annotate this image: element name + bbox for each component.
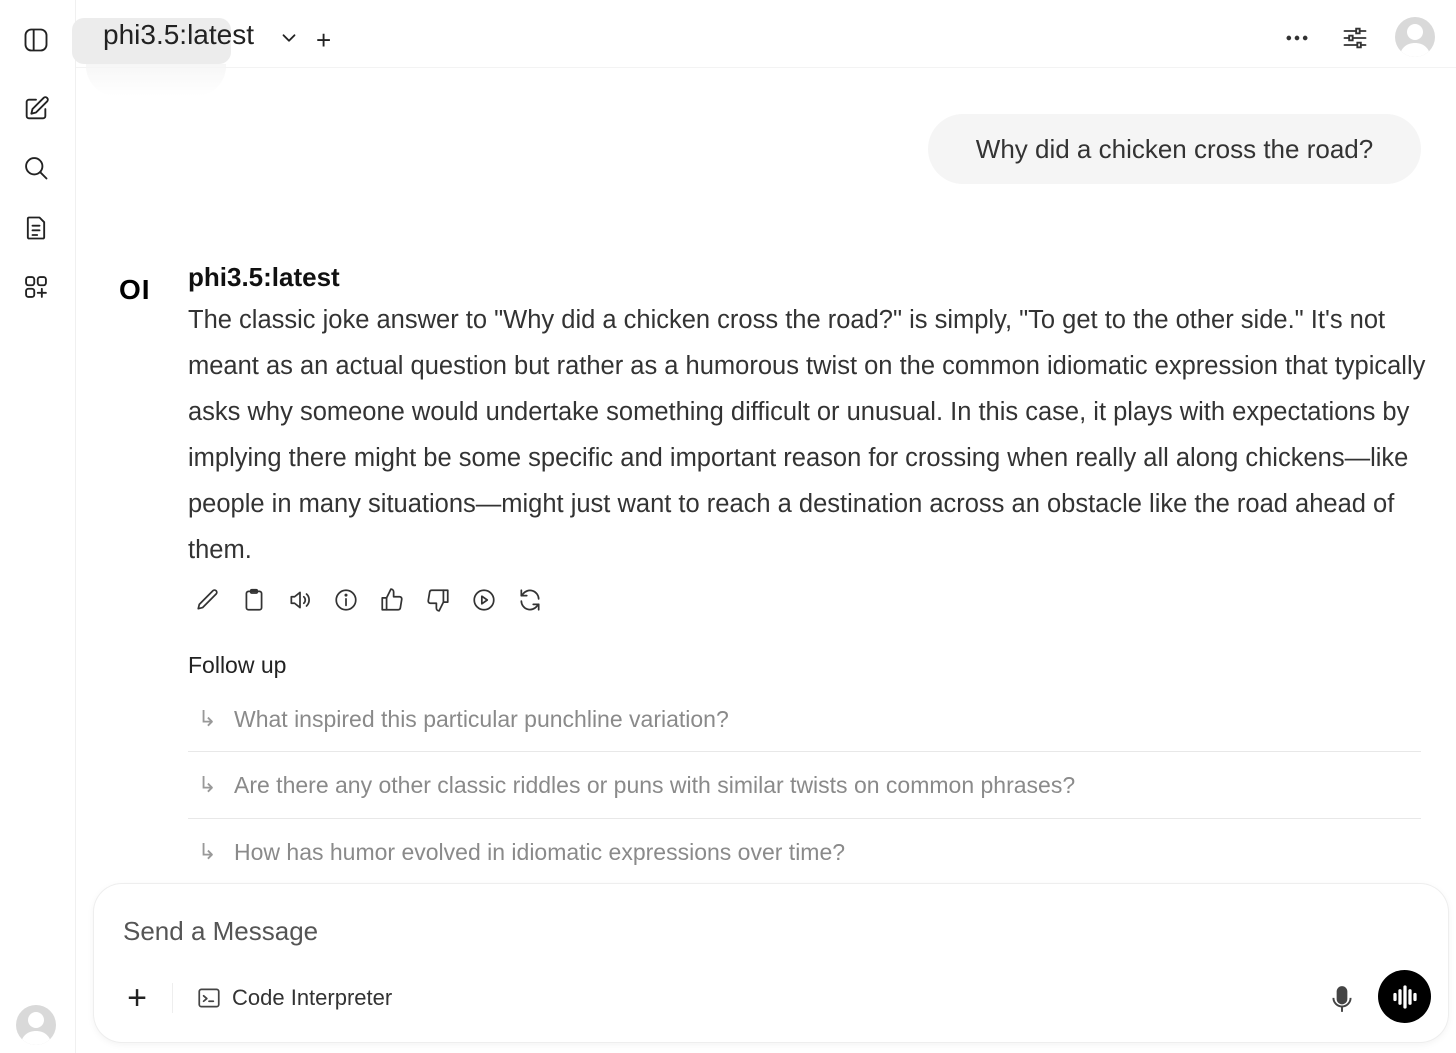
- edit-icon: [195, 587, 221, 613]
- good-response-button[interactable]: [374, 582, 410, 618]
- read-aloud-button[interactable]: [282, 582, 318, 618]
- followup-text: Are there any other classic riddles or puns with similar twists on common phrases?: [234, 771, 1076, 798]
- avatar-icon: [16, 1005, 56, 1045]
- dictate-button[interactable]: [1324, 980, 1360, 1018]
- divider: [172, 983, 173, 1013]
- notes-icon: [22, 214, 50, 242]
- model-selector[interactable]: phi3.5:latest: [103, 19, 254, 50]
- microphone-icon: [1329, 984, 1355, 1014]
- return-arrow-icon: ↳: [198, 839, 217, 864]
- copy-icon: [241, 587, 267, 613]
- terminal-icon: [196, 985, 222, 1011]
- continue-response-button[interactable]: [466, 582, 502, 618]
- code-interpreter-toggle[interactable]: [196, 978, 392, 1018]
- code-interpreter-label: Code Interpreter: [232, 985, 393, 1010]
- followup-text: How has humor evolved in idiomatic expressions over time?: [234, 838, 846, 865]
- new-chat-button[interactable]: [16, 89, 56, 129]
- attach-button[interactable]: +: [127, 978, 147, 1017]
- chevron-down-icon[interactable]: [278, 27, 300, 49]
- voice-mode-button[interactable]: [1378, 970, 1431, 1023]
- sidebar: [0, 0, 76, 1053]
- info-icon: [333, 587, 359, 613]
- followup-text: What inspired this particular punchline variation?: [234, 705, 729, 732]
- assistant-message: The classic joke answer to "Why did a chicken cross the road?" is simply, "To get to the other side." It's not meant as an actual question but rather as a humorous twist on the common idiomatic expression that typically asks why someone would undertake something difficult or unusual. In this case, it plays with expectations by implying there might be some specific and important reason for crossing when really all along chickens—like people in many situations—might just want to reach a destination across an obstacle like the road ahead of them.: [188, 306, 1426, 564]
- thumbs-up-icon: [379, 587, 405, 613]
- info-button[interactable]: [328, 582, 364, 618]
- copy-button[interactable]: [236, 582, 272, 618]
- user-avatar[interactable]: [16, 1005, 56, 1045]
- top-bar: [76, 0, 1456, 68]
- regenerate-icon: [517, 587, 543, 613]
- add-model-button[interactable]: +: [316, 25, 332, 55]
- notes-button[interactable]: [16, 208, 56, 248]
- new-chat-icon: [22, 95, 50, 123]
- profile-avatar[interactable]: [1395, 17, 1435, 57]
- read-aloud-icon: [287, 587, 313, 613]
- model-selector-shadow: [86, 64, 226, 96]
- return-arrow-icon: ↳: [198, 772, 217, 797]
- message-actions: [190, 582, 548, 618]
- search-button[interactable]: [16, 148, 56, 188]
- followup-item[interactable]: [188, 819, 1421, 885]
- sliders-icon: [1341, 24, 1369, 52]
- ellipsis-icon: [1283, 24, 1311, 52]
- sidebar-toggle-icon: [22, 26, 50, 54]
- continue-icon: [471, 587, 497, 613]
- controls-button[interactable]: [1337, 20, 1373, 56]
- sidebar-toggle-button[interactable]: [16, 20, 56, 60]
- regenerate-button[interactable]: [512, 582, 548, 618]
- assistant-model-name: phi3.5:latest: [188, 262, 340, 292]
- search-icon: [22, 154, 50, 182]
- user-message-bubble: Why did a chicken cross the road?: [928, 114, 1421, 184]
- bad-response-button[interactable]: [420, 582, 456, 618]
- return-arrow-icon: ↳: [198, 706, 217, 731]
- voice-waveform-icon: [1390, 982, 1420, 1012]
- message-composer: [94, 884, 1448, 1042]
- thumbs-down-icon: [425, 587, 451, 613]
- followup-title: Follow up: [188, 652, 287, 678]
- avatar-icon: [1395, 17, 1435, 57]
- edit-button[interactable]: [190, 582, 226, 618]
- followup-item[interactable]: [188, 686, 1421, 752]
- workspace-icon: [22, 273, 50, 301]
- followup-item[interactable]: [188, 752, 1421, 818]
- workspace-button[interactable]: [16, 267, 56, 307]
- more-options-button[interactable]: [1279, 20, 1315, 56]
- message-input[interactable]: [123, 912, 1223, 950]
- assistant-logo: OI: [119, 274, 151, 305]
